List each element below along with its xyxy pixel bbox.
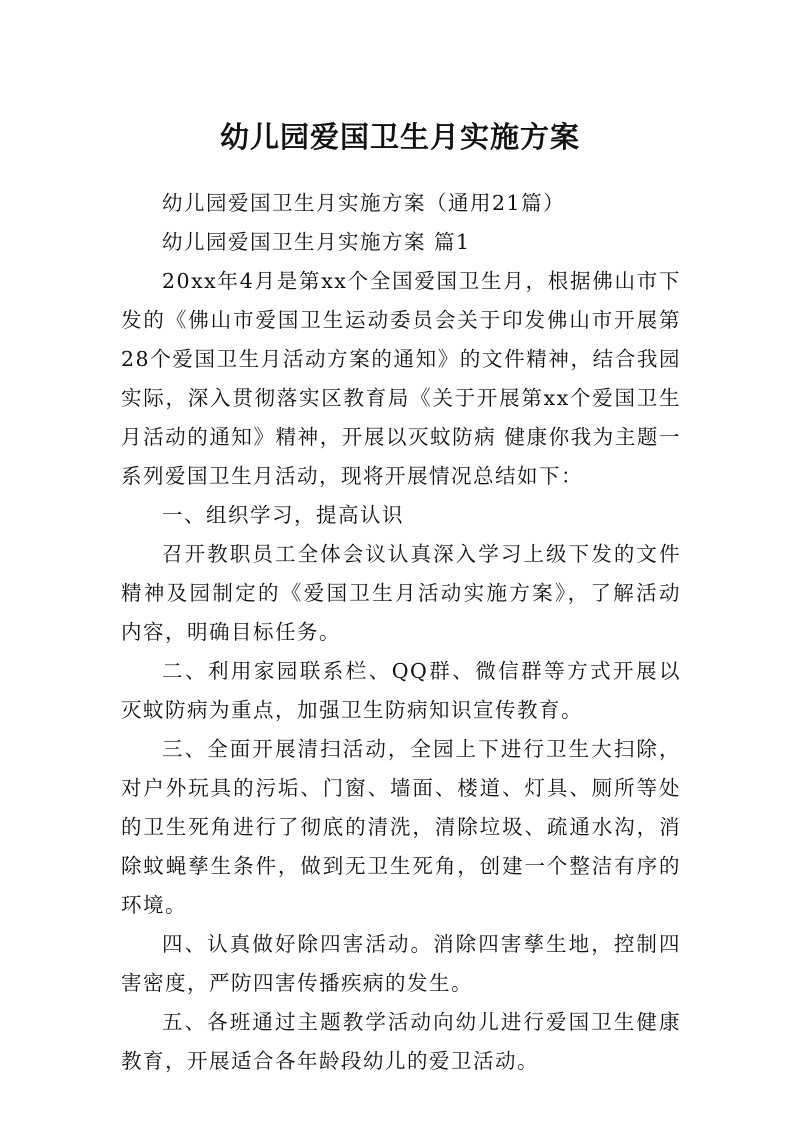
body-paragraph: 召开教职员工全体会议认真深入学习上级下发的文件精神及园制定的《爱国卫生月活动实施方案》，了解活动内容，明确目标任务。 [121, 542, 681, 644]
body-paragraph: 二、利用家园联系栏、QQ群、微信群等方式开展以灭蚊防病为重点，加强卫生防病知识宣传教育。 [121, 659, 681, 722]
section-heading-paragraph: 幼儿园爱国卫生月实施方案 篇1 [162, 230, 471, 254]
document-title: 幼儿园爱国卫生月实施方案 [219, 120, 580, 155]
body-paragraph: 四、认真做好除四害活动。消除四害孳生地，控制四害密度，严防四害传播疾病的发生。 [121, 932, 681, 995]
document-body [121, 184, 681, 1081]
body-paragraph: 三、全面开展清扫活动，全园上下进行卫生大扫除，对户外玩具的污垢、门窗、墙面、楼道、灯具、厕所等处的卫生死角进行了彻底的清洗，清除垃圾、疏通水沟，消除蚊蝇孳生条件，做到无卫生死角，创建一个整洁有序的环境。 [121, 737, 681, 917]
body-paragraph: 五、各班通过主题教学活动向幼儿进行爱国卫生健康教育，开展适合各年龄段幼儿的爱卫活动。 [121, 1010, 681, 1073]
subtitle-paragraph: 幼儿园爱国卫生月实施方案（通用21篇） [162, 191, 566, 215]
item-heading-paragraph: 一、组织学习，提高认识 [162, 503, 404, 527]
intro-paragraph: 20xx年4月是第xx个全国爱国卫生月，根据佛山市下发的《佛山市爱国卫生运动委员会关于印发佛山市开展第28个爱国卫生月活动方案的通知》的文件精神，结合我园实际，深入贯彻落实区教育局《关于开展第xx个爱国卫生月活动的通知》精神，开展以灭蚊防病 健康你我为主题一系列爱国卫生月活动，现将开展情况总结如下： [121, 269, 681, 488]
